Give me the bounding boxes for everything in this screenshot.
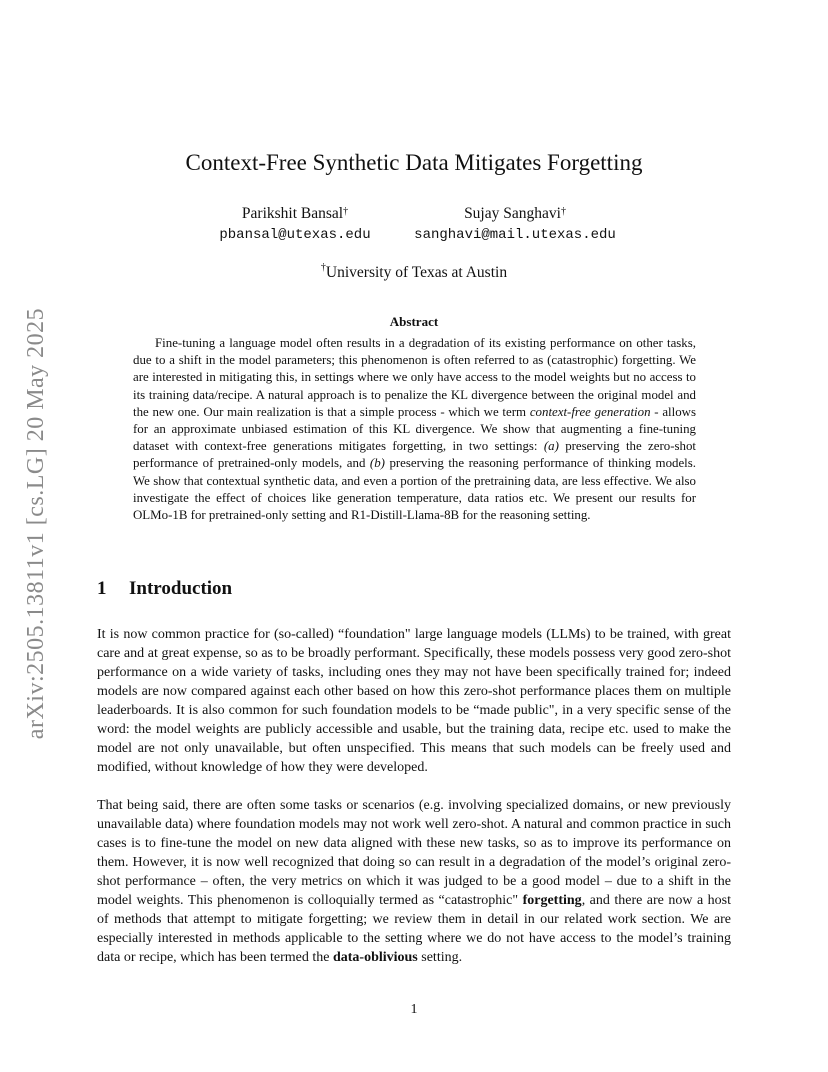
author-email: sanghavi@mail.utexas.edu (414, 227, 616, 243)
page-number: 1 (410, 1002, 418, 1017)
affiliation-mark: † (343, 206, 349, 217)
author-name: Parikshit Bansal† (241, 205, 349, 222)
affiliation (0, 264, 828, 282)
affiliation-mark: † (320, 262, 326, 273)
term-forgetting: forgetting (522, 893, 582, 908)
affiliation-text: University of Texas at Austin (325, 264, 508, 281)
enum-b: (b) (369, 456, 385, 471)
paper-title: Context-Free Synthetic Data Mitigates Forgetting (185, 150, 643, 175)
affiliation-mark: † (560, 206, 566, 217)
section-number: 1 (97, 578, 107, 599)
author-block-bansal (200, 204, 390, 246)
section-title: Introduction (129, 578, 233, 599)
author-email: pbansal@utexas.edu (219, 227, 371, 243)
author-block-sanghavi (405, 204, 625, 246)
abstract-body: Fine-tuning a language model often results in a degradation of its existing performance on other tasks, due to a shift in the model parameters; this phenomenon is often referred to as (catastrophic) forgetting. We are interested in mitigating this, in settings where we only have access to the model weights but no access to its training data/recipe. A natural approach is to penalize the KL divergence between the original model and the new one. Our main realization is that a simple process - which we term context-free generation - allows for an approximate unbiased estimation of this KL divergence. We show that augmenting a fine-tuning dataset with context-free generations mitigates forgetting, in two settings: (a) preserving the zero-shot performance of pretrained-only models, and (b) preserving the reasoning performance of thinking models. We show that contextual synthetic data, and even a portion of the pretraining data, are less effective. We also investigate the effect of choices like generation temperature, data ratios etc. We present our results for OLMo-1B for pretrained-only setting and R1-Distill-Llama-8B for the reasoning setting. (133, 336, 697, 523)
intro-paragraph-2: That being said, there are often some tasks or scenarios (e.g. involving specialized domains, or new previously unavailable data) where foundation models may not work well zero-shot. A natural and common practice in such cases is to fine-tune the model on new data aligned with these new tasks, so as to improve its performance on them. However, it is now well recognized that doing so can result in a degradation of the model’s original zero-shot performance – often, the very metrics on which it was judged to be a good model – due to a shift in the model weights. This phenomenon is colloquially termed as “catastrophic" forgetting, and there are now a host of methods that attempt to mitigate forgetting; we review them in detail in our related work section. We are especially interested in methods applicable to the setting where we do not have access to the model’s training data or recipe, which has been termed the data-oblivious setting. (97, 798, 731, 965)
enum-a: (a) (543, 439, 559, 454)
section-heading-introduction (97, 578, 232, 600)
arxiv-identifier-text: arXiv:2505.13811v1 [cs.LG] 20 May 2025 (23, 307, 50, 739)
intro-paragraph-1: It is now common practice for (so-called) “foundation" large language models (LLMs) to be trained, with great care and at great expense, so as to be broadly performant. Specifically, these models possess very good zero-shot performance on a wide variety of tasks, including ones they may not have been specifically trained for; indeed models are now compared against each other based on how this zero-shot performance places them on multiple leaderboards. It is also common for such foundation models to be “made public", in a very specific sense of the word: the model weights are publicly accessible and usable, but the training data, recipe etc. used to make the model are not only unavailable, but often unspecified. This means that such models can be freely used and modified, without knowledge of how they were developed. (97, 627, 731, 775)
author-name: Sujay Sanghavi† (464, 205, 566, 222)
term-data-oblivious: data-oblivious (332, 950, 418, 965)
abstract-heading: Abstract (389, 314, 439, 329)
term-context-free-generation: context-free generation (529, 404, 651, 419)
arxiv-identifier-stamp (20, 288, 54, 758)
